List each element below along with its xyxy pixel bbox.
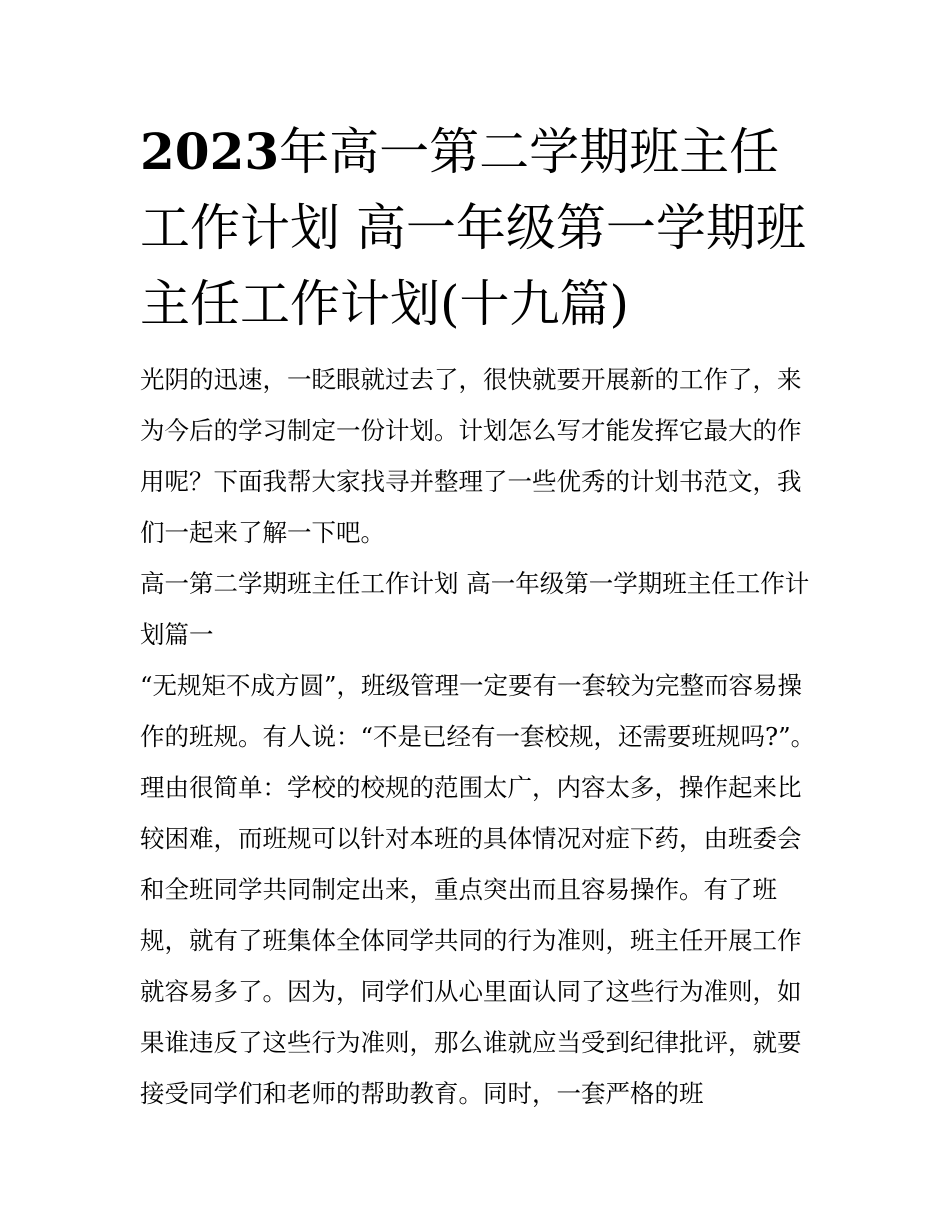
document-body [140,354,816,1119]
section-heading: 高一第二学期班主任工作计划 高一年级第一学期班主任工作计划篇一 [140,569,810,649]
title-year: 2023 [140,122,280,181]
intro-paragraph: 光阴的迅速，一眨眼就过去了，很快就要开展新的工作了，来为今后的学习制定一份计划。计划怎么写才能发挥它最大的作用呢？下面我帮大家找寻并整理了一些优秀的计划书范文，我们一起来了解一下吧。 [140,365,802,547]
document-title [140,114,820,342]
body-paragraph: “无规矩不成方圆”，班级管理一定要有一套较为完整而容易操作的班规。有人说：“不是已经有一套校规，还需要班规吗?”。理由很简单：学校的校规的范围太广，内容太多，操作起来比较困难，而班规可以针对本班的具体情况对症下药，由班委会和全班同学共同制定出来，重点突出而且容易操作。有了班规，就有了班集体全体同学共同的行为准则，班主任开展工作就容易多了。因为，同学们从心里面认同了这些行为准则，如果谁违反了这些行为准则，那么谁就应当受到纪律批评，就要接受同学们和老师的帮助教育。同时，一套严格的班 [140,671,816,1108]
title-text: 年高一第二学期班主任工作计划 高一年级第一学期班主任工作计划(十九篇) [140,123,806,333]
